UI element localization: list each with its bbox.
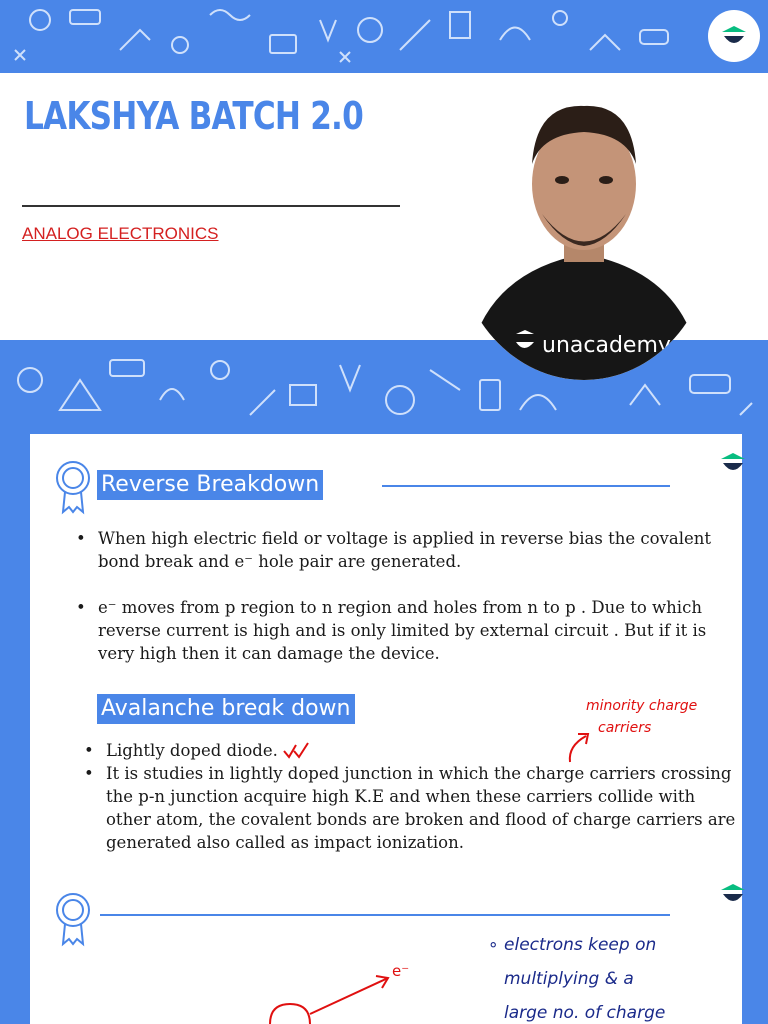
list-item: • When high electric field or voltage is applied in reverse bias the covalent bond break and e⁻ hole pair are generated. xyxy=(76,527,736,573)
doodle-pattern xyxy=(0,0,768,73)
unacademy-logo-badge xyxy=(708,10,760,62)
handwritten-note-red: minority charge xyxy=(586,698,698,714)
heading-avalanche-breakdown: Avalanche breɑk down xyxy=(97,694,355,724)
instructor-photo xyxy=(456,94,712,380)
unacademy-logo-icon xyxy=(718,451,748,475)
bullet-list-avalanche-breakdown xyxy=(84,739,744,854)
medal-icon xyxy=(52,458,94,516)
electron-diagram xyxy=(260,960,400,1024)
heading-rule xyxy=(382,485,670,487)
list-item: • It is studies in lightly doped junction in which the charge carriers crossing the p-n junction acquire high K.E and when these carriers collide with other atom, the covalent bonds are broken and flood of charge carriers are generated also called as impact ionization. xyxy=(84,762,744,854)
electron-label: e⁻ xyxy=(392,962,410,980)
shirt-logo-text: unacademy xyxy=(542,333,671,358)
medal-icon xyxy=(52,890,94,948)
heading-reverse-breakdown: Reverse Breakdown xyxy=(97,470,323,500)
handwritten-note-blue: large no. of charge xyxy=(504,1003,666,1023)
handwritten-note-blue: ∘ electrons keep on xyxy=(488,935,657,955)
handwritten-note-blue: multiplying & a xyxy=(504,969,634,989)
subject-label: ANALOG ELECTRONICS xyxy=(22,224,219,243)
slide-title: LAKSHYA BATCH 2.0 xyxy=(24,94,363,138)
handwritten-note-red: carriers xyxy=(598,720,652,736)
list-item: • Lightly doped diode. xyxy=(84,739,744,762)
doodle-banner-top xyxy=(0,0,768,73)
title-divider xyxy=(22,205,400,207)
heading-rule xyxy=(100,914,670,916)
unacademy-logo-icon xyxy=(718,882,748,906)
unacademy-logo-icon xyxy=(719,24,749,48)
bullet-list-reverse-breakdown xyxy=(76,527,736,665)
checkmark-icon xyxy=(282,741,310,761)
list-item: • e⁻ moves from p region to n region and holes from n to p . Due to which reverse current is high and is only limited by external circuit . But if it is very high then it can damage the device. xyxy=(76,596,736,665)
